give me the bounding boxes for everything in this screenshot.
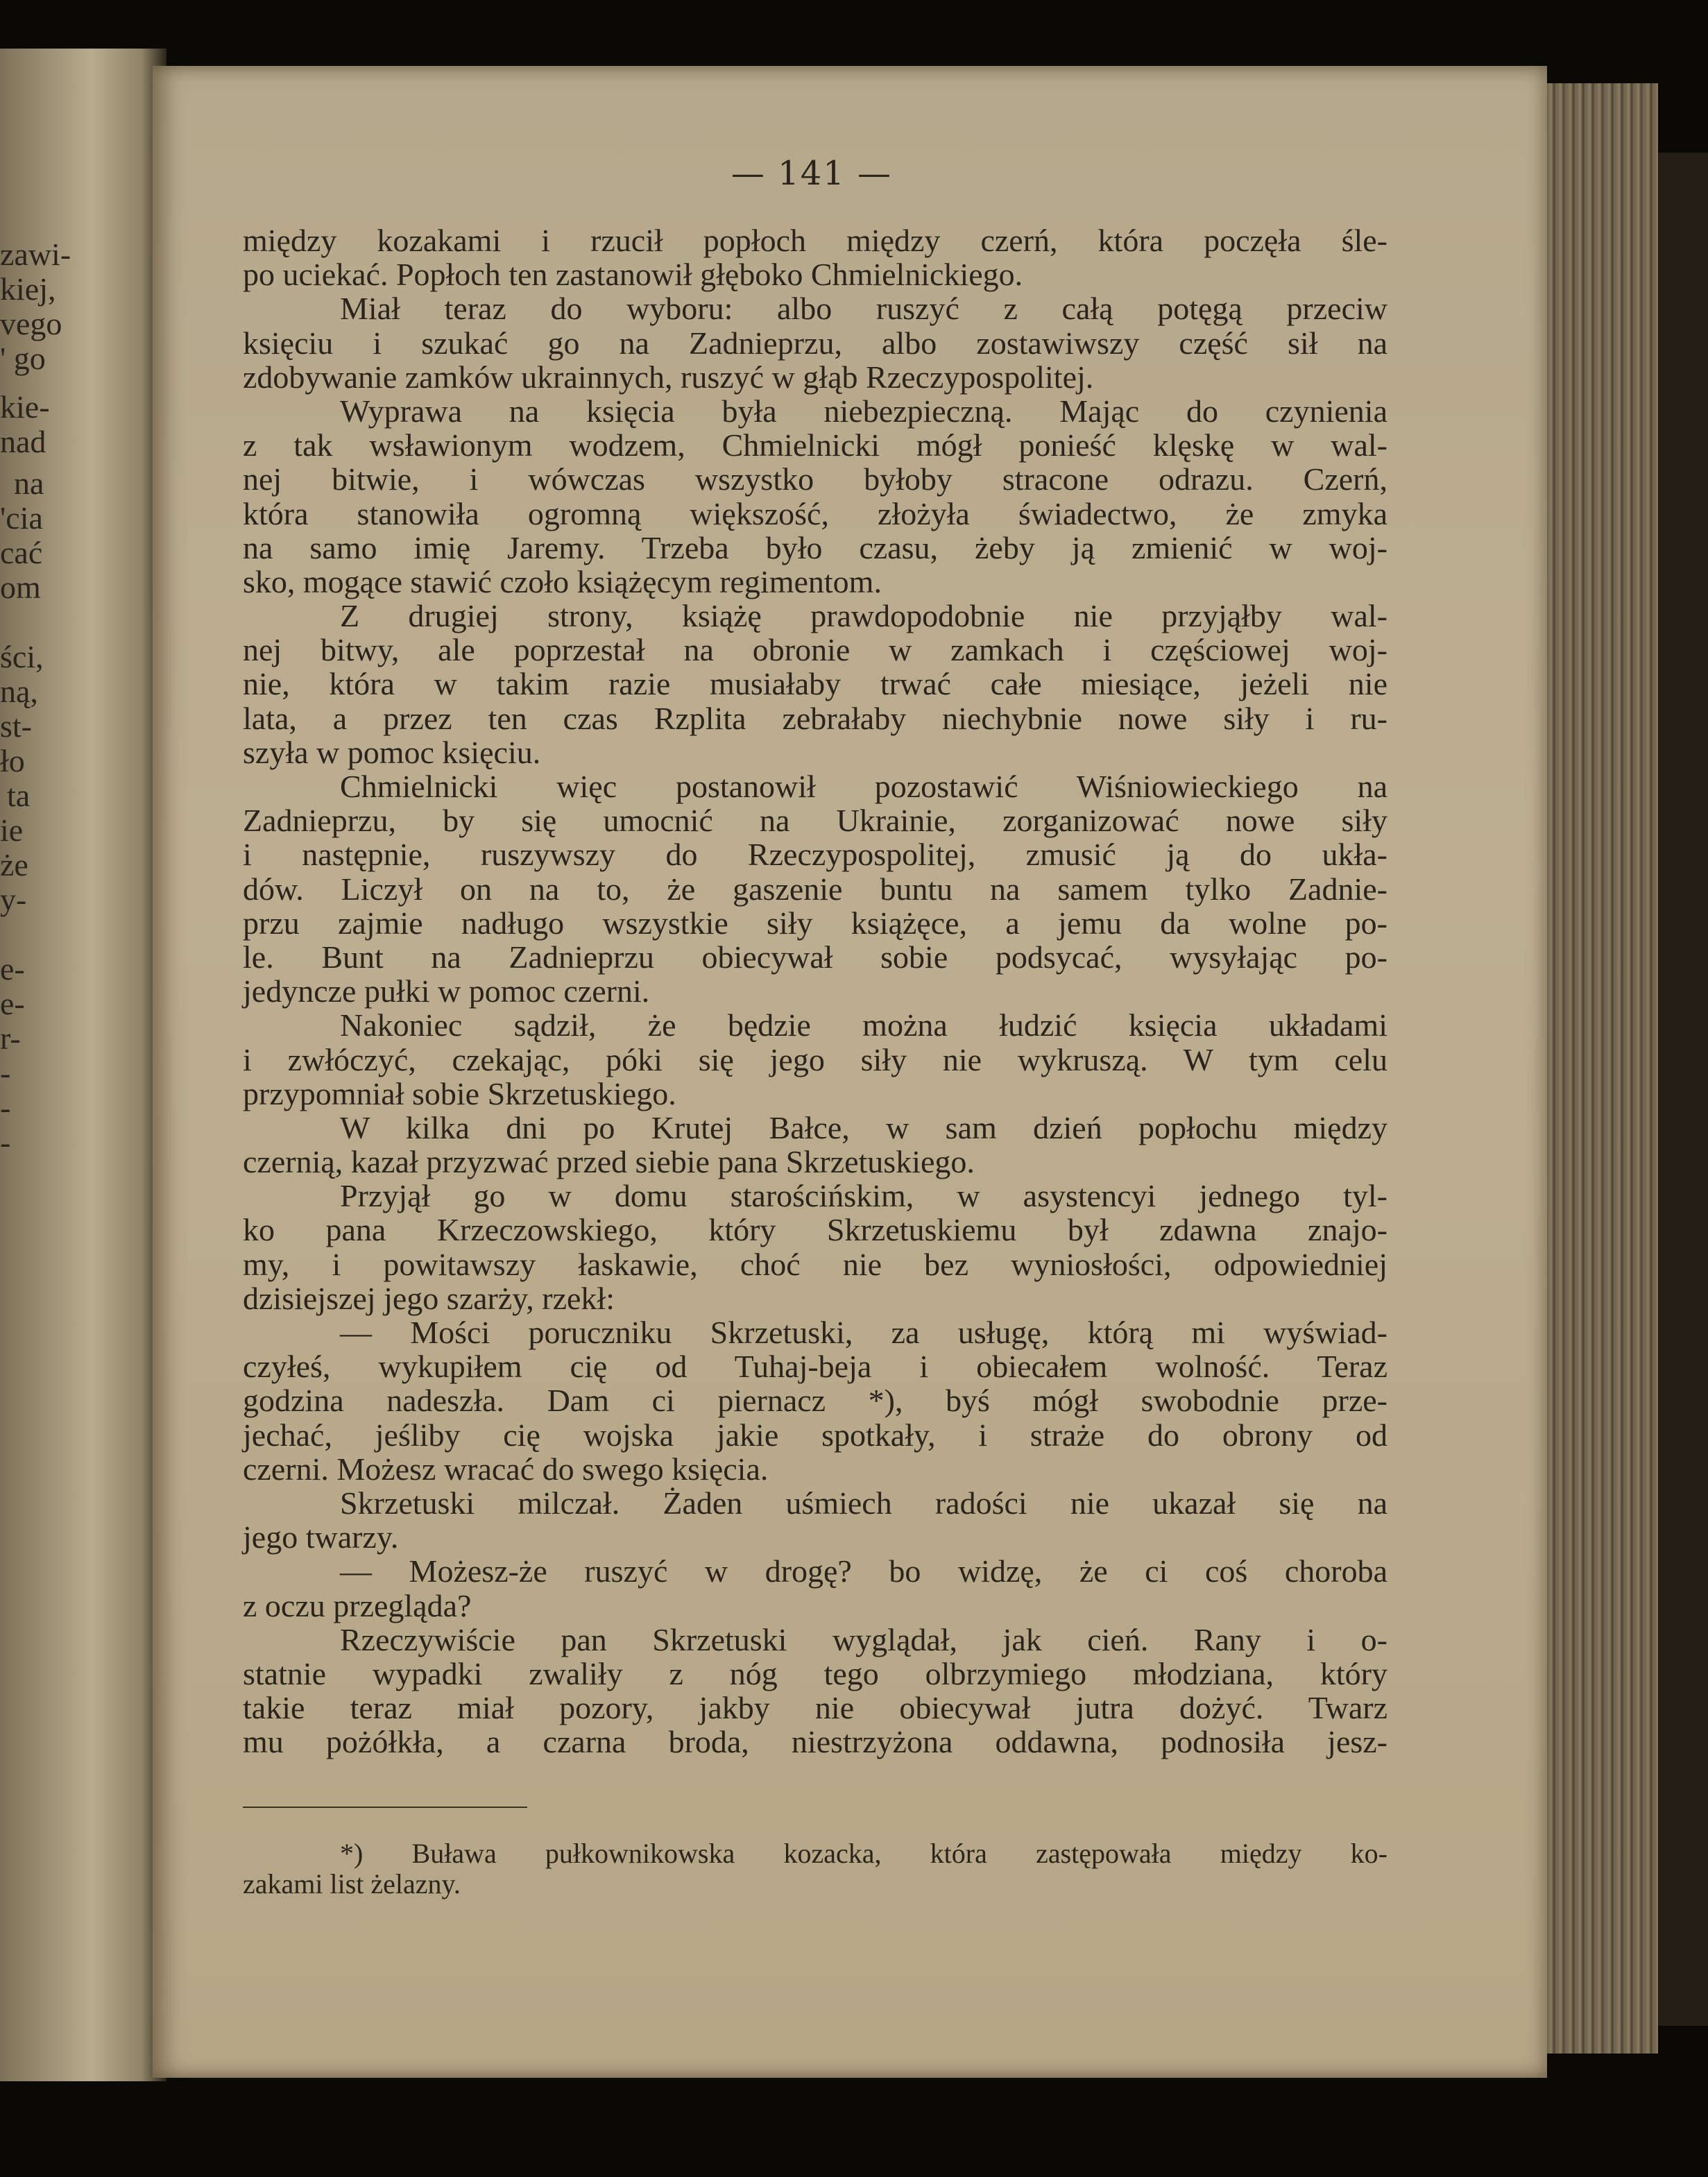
text-line: po uciekać. Popłoch ten zastanowił głęboko Chmielnickiego. xyxy=(243,257,1023,293)
text-line: z oczu przegląda? xyxy=(243,1587,472,1623)
left-page-fragment: r- xyxy=(0,1021,21,1056)
text-line: my, i powitawszy łaskawie, choć nie bez wyniosłości, odpowiedniej xyxy=(243,1246,1387,1282)
text-line: księciu i szukać go na Zadnieprzu, albo zostawiwszy część sił na xyxy=(243,325,1387,361)
text-line: między kozakami i rzucił popłoch między czerń, która poczęła śle- xyxy=(243,223,1387,258)
left-page-fragment: e- xyxy=(0,986,25,1021)
text-line: przypomniał sobie Skrzetuskiego. xyxy=(243,1075,676,1111)
text-line: Wyprawa na księcia była niebezpieczną. Mając do czynienia xyxy=(340,393,1387,429)
text-line: z tak wsławionym wodzem, Chmielnicki mógł ponieść klęskę w wal- xyxy=(243,427,1387,463)
left-page-fragment: e- xyxy=(0,951,25,987)
left-page-fragment: 'cia xyxy=(0,500,43,536)
footnote-line: *) Buława pułkownikowska kozacka, która zastępowała między ko- xyxy=(340,1838,1387,1869)
left-page-fragment: ta xyxy=(7,778,31,813)
footnote-separator xyxy=(243,1807,527,1808)
text-line: dów. Liczył on na to, że gaszenie buntu na samem tylko Zadnie- xyxy=(243,871,1387,907)
text-line: Miał teraz do wyboru: albo ruszyć z całą potęgą przeciw xyxy=(340,291,1387,327)
footnote xyxy=(243,1838,1387,1899)
text-line: Zadnieprzu, by się umocnić na Ukrainie, zorganizować nowe siły xyxy=(243,803,1387,839)
text-line: zdobywanie zamków ukrainnych, ruszyć w głąb Rzeczypospolitej. xyxy=(243,359,1094,395)
left-page-fragment: kiej, xyxy=(0,271,56,307)
text-line: szyła w pomoc księciu. xyxy=(243,734,541,770)
text-line: czernią, kazał przyzwać przed siebie pana Skrzetuskiego. xyxy=(243,1144,975,1180)
left-page-fragment: ną, xyxy=(0,674,38,709)
left-page-fragment: na xyxy=(14,466,44,501)
body-text xyxy=(243,223,1387,1759)
left-page-fragment: - xyxy=(0,1055,11,1091)
left-page-fragment: om xyxy=(0,570,41,605)
text-line: Przyjął go w domu starościńskim, w asystencyi jednego tyl- xyxy=(340,1178,1387,1214)
text-line: nie, która w takim razie musiałaby trwać całe miesiące, jeżeli nie xyxy=(243,666,1387,702)
text-line: — Możesz-że ruszyć w drogę? bo widzę, że ci coś choroba xyxy=(340,1553,1387,1589)
text-line: mu pożółkła, a czarna broda, niestrzyżona oddawna, podnosiła jesz- xyxy=(243,1724,1387,1760)
text-line: Nakoniec sądził, że będzie można łudzić księcia układami xyxy=(340,1007,1387,1043)
text-line: le. Bunt na Zadnieprzu obiecywał sobie podsycać, wysyłając po- xyxy=(243,939,1387,975)
page-edges xyxy=(1547,83,1658,2054)
left-page-fragment: - xyxy=(0,1125,11,1160)
text-line: W kilka dni po Krutej Bałce, w sam dzień popłochu między xyxy=(340,1109,1387,1145)
left-page-edge xyxy=(0,49,166,2081)
text-line: która stanowiła ogromną większość, złożyła świadectwo, że zmyka xyxy=(243,495,1387,531)
left-page-fragment: ie xyxy=(0,812,24,848)
text-line: czyłeś, wykupiłem cię od Tuhaj-beja i obiecałem wolność. Teraz xyxy=(243,1349,1387,1385)
text-line: nej bitwy, ale poprzestał na obronie w zamkach i częściowej woj- xyxy=(243,632,1387,668)
left-page-fragment: nad xyxy=(0,424,46,459)
text-line: jedyncze pułki w pomoc czerni. xyxy=(243,973,650,1009)
text-line: nej bitwie, i wówczas wszystko byłoby stracone odrazu. Czerń, xyxy=(243,461,1387,497)
left-page-fragment: y- xyxy=(0,882,27,917)
text-line: ko pana Krzeczowskiego, który Skrzetuskiemu był zdawna znajo- xyxy=(243,1212,1387,1248)
left-page-fragment: kie- xyxy=(0,389,50,425)
text-line: jego twarzy. xyxy=(243,1519,399,1555)
text-line: Z drugiej strony, książę prawdopodobnie nie przyjąłby wal- xyxy=(340,598,1387,634)
page-number: — 141 — xyxy=(731,154,893,193)
text-line: i zwłóczyć, czekając, póki się jego siły nie wykruszą. W tym celu xyxy=(243,1041,1387,1077)
left-page-fragment: - xyxy=(0,1090,11,1125)
text-line: przu zajmie nadługo wszystkie siły książęce, a jemu da wolne po- xyxy=(243,905,1387,941)
text-line: dzisiejszej jego szarży, rzekł: xyxy=(243,1280,615,1316)
text-line: takie teraz miał pozory, jakby nie obiecywał jutra dożyć. Twarz xyxy=(243,1690,1387,1726)
left-page-fragment: że xyxy=(0,847,28,882)
left-page-fragment: cać xyxy=(0,535,43,570)
text-line: lata, a przez ten czas Rzplita zebrałaby niechybnie nowe siły i ru- xyxy=(243,700,1387,736)
text-line: i następnie, ruszywszy do Rzeczypospolitej, zmusić ją do ukła- xyxy=(243,837,1387,873)
left-page-fragment: zawi- xyxy=(0,237,71,272)
book-spine xyxy=(1658,153,1708,2026)
left-page-fragment: ło xyxy=(0,743,25,778)
left-page-fragment: vego xyxy=(0,306,62,341)
left-page-fragment: st- xyxy=(0,708,32,744)
text-line: Rzeczywiście pan Skrzetuski wyglądał, jak cień. Rany i o- xyxy=(340,1621,1387,1657)
text-line: Skrzetuski milczał. Żaden uśmiech radości nie ukazał się na xyxy=(340,1485,1387,1521)
left-page-fragment: ści, xyxy=(0,639,44,674)
text-line: na samo imię Jaremy. Trzeba było czasu, żeby ją zmienić w woj- xyxy=(243,529,1387,565)
text-line: czerni. Możesz wracać do swego księcia. xyxy=(243,1451,769,1487)
text-line: godzina nadeszła. Dam ci piernacz *), byś mógł swobodnie prze- xyxy=(243,1383,1387,1419)
text-line: statnie wypadki zwaliły z nóg tego olbrzymiego młodziana, który xyxy=(243,1655,1387,1691)
text-line: — Mości poruczniku Skrzetuski, za usługę, którą mi wyświad- xyxy=(340,1315,1387,1350)
footnote-line: zakami list żelazny. xyxy=(243,1868,461,1899)
text-line: jechać, jeśliby cię wojska jakie spotkały, i straże do obrony od xyxy=(243,1417,1387,1453)
text-line: Chmielnicki więc postanowił pozostawić Wiśniowieckiego na xyxy=(340,769,1387,804)
text-line: sko, mogące stawić czoło książęcym regimentom. xyxy=(243,563,882,599)
left-page-fragment: ' go xyxy=(0,341,46,376)
